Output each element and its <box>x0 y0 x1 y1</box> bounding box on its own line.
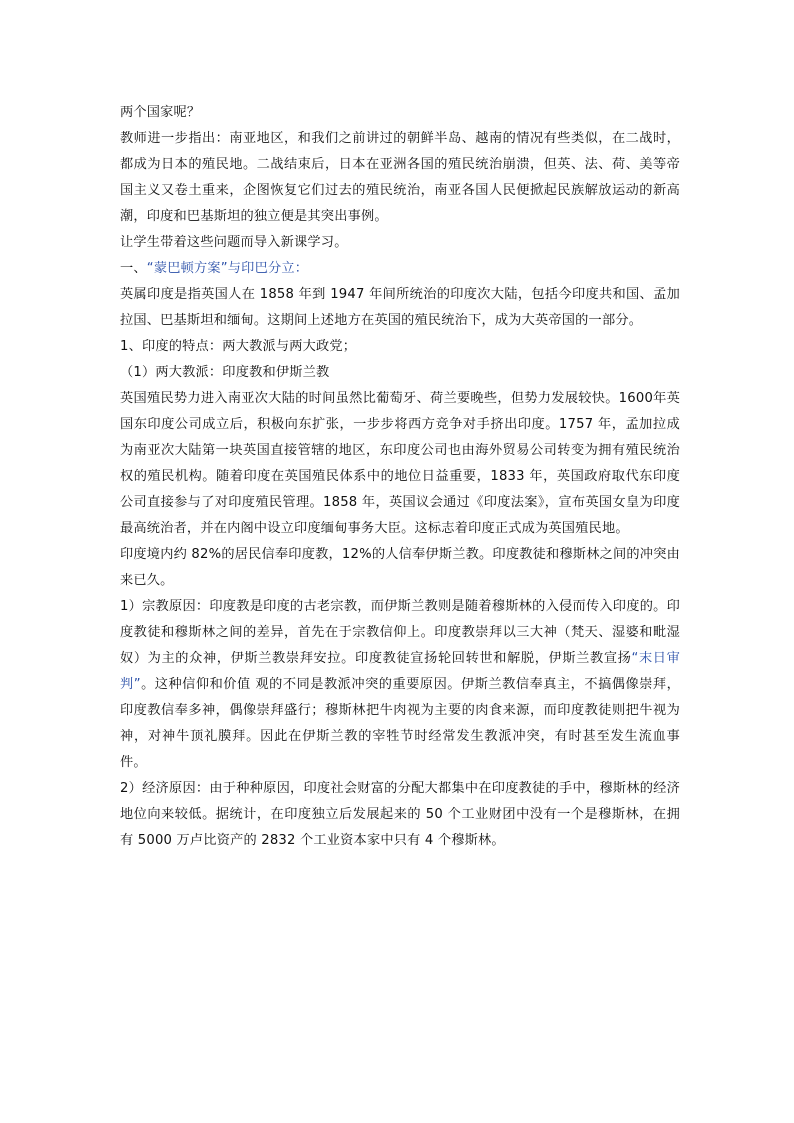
paragraph-religion-share: 印度境内约 82%的居民信奉印度教，12%的人信奉伊斯兰教。印度教徒和穆斯林之间的冲突由来已久。 <box>120 547 680 588</box>
paragraph-british-india: 英属印度是指英国人在 1858 年到 1947 年间所统治的印度次大陆，包括今印度共和国、孟加拉国、巴基斯坦和缅甸。这期间上述地方在英国的殖民统治下，成为大英帝国的一部分。 <box>120 287 680 328</box>
section-heading-number: 一、 <box>120 261 147 276</box>
paragraph-teacher-note: 教师进一步指出：南亚地区，和我们之前讲过的朝鲜半岛、越南的情况有些类似，在二战时，都成为日本的殖民地。二战结束后，日本在亚洲各国的殖民统治崩溃，但英、法、荷、美等帝国主义又卷土重来，企图恢复它们过去的殖民统治，南亚各国人民便掀起民族解放运动的新高潮，印度和巴基斯坦的独立便是其突出事例。 <box>120 131 680 224</box>
document-body <box>120 100 680 854</box>
religious-reason-part1: 1）宗教原因：印度教是印度的古老宗教，而伊斯兰教则是随着穆斯林的入侵而传入印度的。印度教徒和穆斯林之间的差异，首先在于宗教信仰上。印度教崇拜以三大神（梵天、湿婆和毗湿奴）为主的众神，伊斯兰教崇拜安拉。印度教徒宣扬轮回转世和解脱，伊斯兰教宣扬 <box>120 599 680 666</box>
subheading-two-religions: （1）两大教派：印度教和伊斯兰教 <box>120 365 330 380</box>
section-heading-rest: 与印巴分立： <box>227 261 309 276</box>
paragraph-colonial-history: 英国殖民势力进入南亚次大陆的时间虽然比葡萄牙、荷兰要晚些，但势力发展较快。1600年英国东印度公司成立后，积极向东扩张，一步步将西方竞争对手挤出印度。1757 年，孟加拉成为南亚次大陆第一块英国直接管辖的地区，东印度公司也由海外贸易公司转变为拥有殖民统治权的殖民机构。随着印度在英国殖民体系中的地位日益重要，1833 年，英国政府取代东印度公司直接参与了对印度殖民管理。1858 年，英国议会通过《印度法案》，宣布英国女皇为印度最高统治者，并在内阁中设立印度缅甸事务大臣。这标志着印度正式成为英国殖民地。 <box>120 391 680 536</box>
paragraph-lead-in: 让学生带着这些问题而导入新课学习。 <box>120 235 348 250</box>
section-heading <box>120 256 680 282</box>
paragraph-religious-reason <box>120 594 680 776</box>
section-heading-highlight: “蒙巴顿方案” <box>146 261 228 276</box>
paragraph-intro-question: 两个国家呢？ <box>120 105 201 120</box>
paragraph-economic-reason: 2）经济原因：由于种种原因，印度社会财富的分配大都集中在印度教徒的手中，穆斯林的经济地位向来较低。据统计，在印度独立后发展起来的 50 个工业财团中没有一个是穆斯林，在拥有 5000 万卢比资产的 2832 个工业资本家中只有 4 个穆斯林。 <box>120 781 680 848</box>
religious-reason-highlight: “末日审判” <box>120 651 680 692</box>
religious-reason-part2: 。这种信仰和价值 观的不同是教派冲突的重要原因。伊斯兰教信奉真主，不搞偶像崇拜，印度教信奉多神，偶像崇拜盛行；穆斯林把牛肉视为主要的肉食来源，而印度教徒则把牛视为神，对神牛顶礼膜拜。因此在伊斯兰教的宰牲节时经常发生教派冲突，有时甚至发生流血事件。 <box>120 677 680 770</box>
subheading-india-features: 1、印度的特点：两大教派与两大政党； <box>120 339 357 354</box>
